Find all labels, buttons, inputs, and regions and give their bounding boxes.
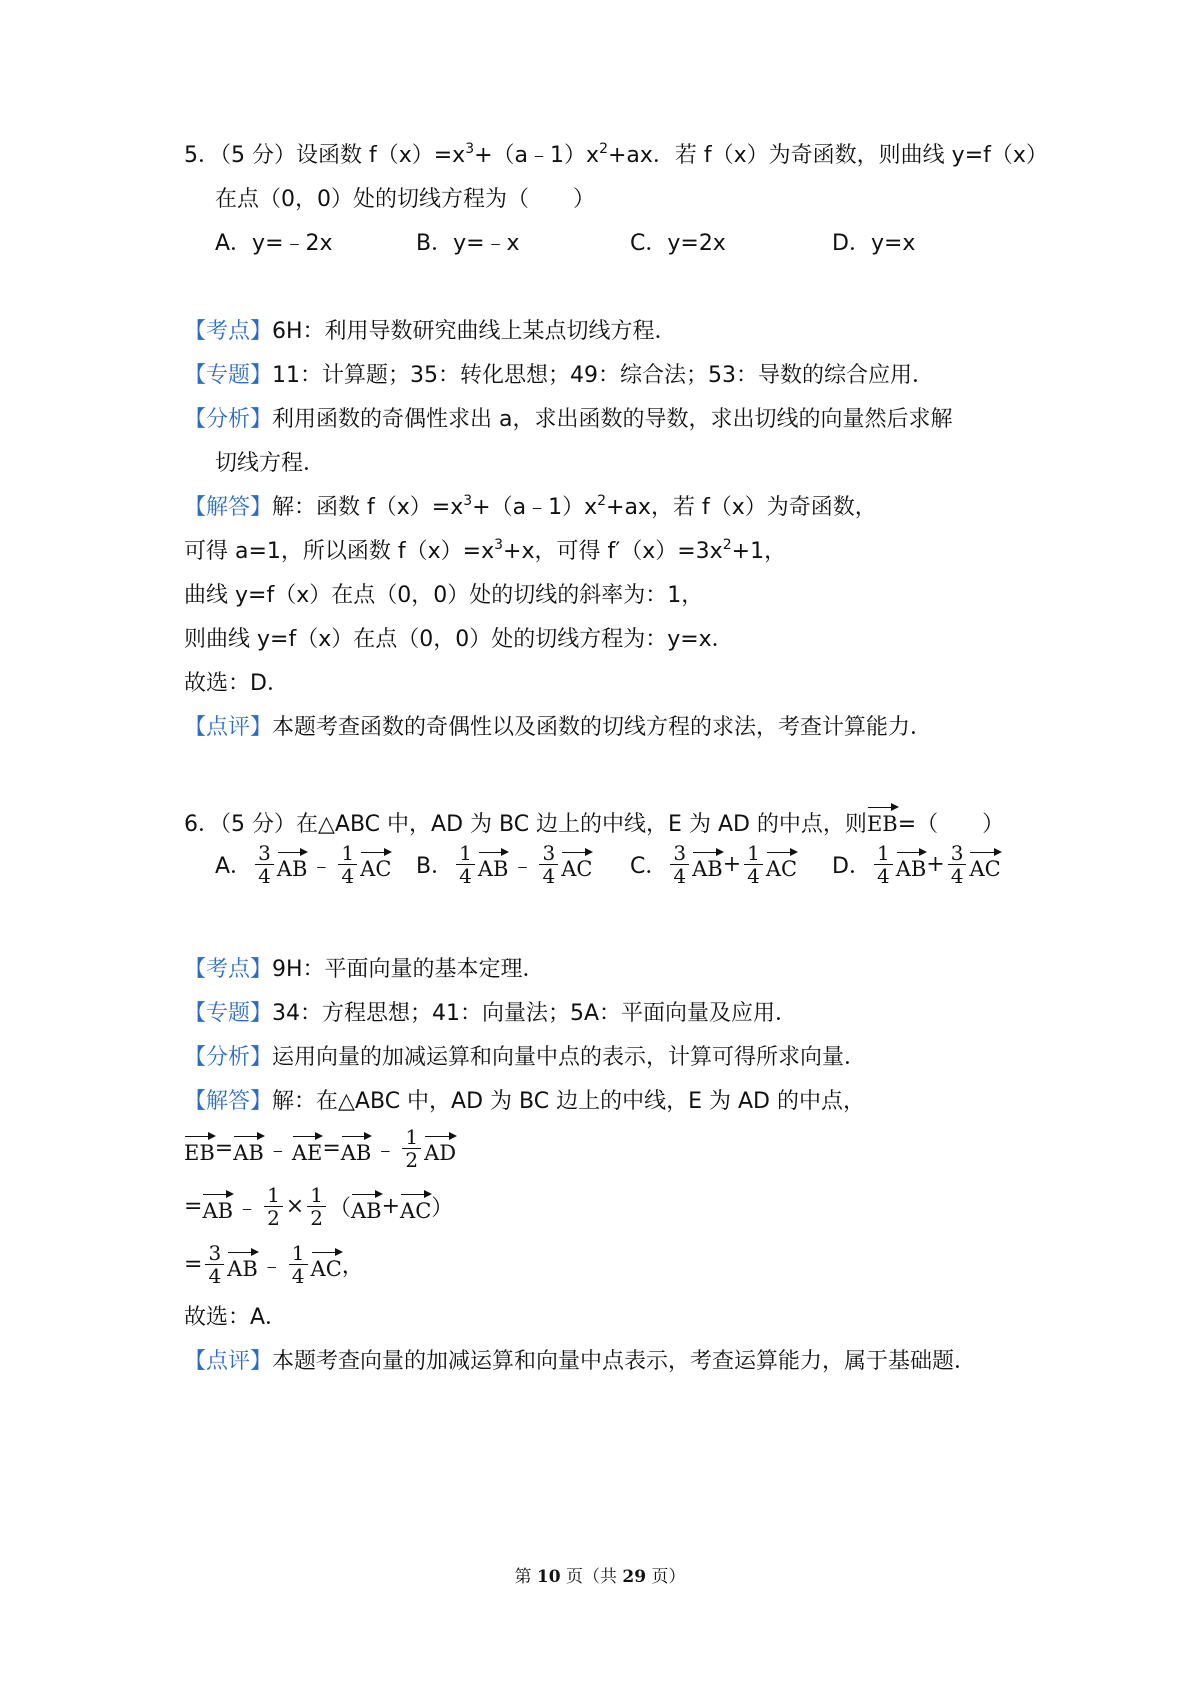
fraction: $\frac{1}{4}$ [744, 842, 763, 887]
vector-ab: AB [277, 849, 308, 881]
q6-jieda-end: 故选：A． [184, 1305, 288, 1330]
fraction: $\frac{3}{4}$ [948, 842, 967, 887]
vector-ad: AD [424, 1133, 456, 1165]
q6-jieda-line1: 【解答】解：在△ABC 中，AD 为 BC 边上的中线，E 为 AD 的中点， [184, 1089, 865, 1114]
q6-stem-line1: 6．（5 分）在△ABC 中，AD 为 BC 边上的中线，E 为 AD 的中点，则EB=（ ） [184, 804, 1004, 841]
dianping-tag: 【点评】 [184, 715, 273, 740]
q5-fenxi: 【分析】利用函数的奇偶性求出 a，求出函数的导数，求出切线的向量然后求解 [184, 407, 953, 432]
vector-ac: AC [400, 1191, 431, 1223]
vector-eb: EB [184, 1133, 215, 1165]
fraction: $\frac{1}{4}$ [289, 1242, 308, 1287]
vector-ab: AB [896, 849, 927, 881]
fraction: $\frac{1}{2}$ [402, 1126, 421, 1171]
page-footer: 第 10 页（共 29 页） [514, 1567, 686, 1587]
fraction: $\frac{1}{4}$ [338, 842, 357, 887]
q6-dianping: 【点评】本题考查向量的加减运算和向量中点表示，考查运算能力，属于基础题． [184, 1349, 977, 1374]
fenxi-tag: 【分析】 [184, 1045, 273, 1070]
zhuanti-tag: 【专题】 [184, 1001, 273, 1026]
fraction: $\frac{3}{4}$ [255, 842, 274, 887]
q5-dianping: 【点评】本题考查函数的奇偶性以及函数的切线方程的求法，考查计算能力． [184, 715, 933, 740]
jieda-tag: 【解答】 [184, 495, 273, 520]
q5-fenxi-cont: 切线方程． [215, 451, 326, 476]
fraction: $\frac{1}{2}$ [264, 1184, 283, 1229]
q5-kaodian: 【考点】6H：利用导数研究曲线上某点切线方程． [184, 319, 677, 344]
q5-jieda-line5: 故选：D． [184, 671, 289, 696]
vector-ac: AC [969, 849, 1000, 881]
vector-ab: AB [692, 849, 723, 881]
q5-jieda-line1: 【解答】解：函数 $f(x)=x^3+(a﹣1)x^2+ax$，若 f（x）为奇函数， [184, 493, 877, 520]
q5-option-c: C．y=2x [630, 231, 726, 256]
fraction: $\frac{3}{4}$ [670, 842, 689, 887]
vector-ab: AB [227, 1249, 258, 1281]
fraction: $\frac{3}{4}$ [205, 1242, 224, 1287]
q5-zhuanti: 【专题】11：计算题；35：转化思想；49：综合法；53：导数的综合应用． [184, 363, 934, 388]
q5-jieda-line2: 可得 a=1，所以函数 $f(x)=x^3+x$，可得 $f'(x)=3x^2+1$， [184, 537, 787, 564]
q6-option-a: A． $\frac{3}{4}$ AB ﹣ $\frac{1}{4}$ AC [215, 841, 392, 888]
vector-ac: AC [311, 1249, 342, 1281]
q5-option-a: A．y=﹣2x [215, 231, 333, 256]
vector-ab: AB [351, 1191, 382, 1223]
q5-option-b: B．y=﹣x [416, 231, 520, 256]
q5-option-d: D．y=x [832, 231, 916, 256]
vector-ab: AB [202, 1191, 233, 1223]
fraction: $\frac{1}{4}$ [456, 842, 475, 887]
jieda-tag: 【解答】 [184, 1089, 273, 1114]
q6-fenxi: 【分析】运用向量的加减运算和向量中点的表示，计算可得所求向量． [184, 1045, 867, 1070]
vector-ac: AC [360, 849, 391, 881]
vector-ab: AB [478, 849, 509, 881]
dianping-tag: 【点评】 [184, 1349, 273, 1374]
q6-option-c: C． $\frac{3}{4}$ AB + $\frac{1}{4}$ AC [630, 841, 798, 888]
page-number: 10 [536, 1567, 561, 1587]
page-total: 29 [622, 1567, 647, 1587]
q6-kaodian: 【考点】9H：平面向量的基本定理． [184, 957, 545, 982]
q6-option-b: B． $\frac{1}{4}$ AB ﹣ $\frac{3}{4}$ AC [416, 841, 593, 888]
vector-ac: AC [766, 849, 797, 881]
q5-jieda-line3: 曲线 y=f（x）在点（0，0）处的切线的斜率为：1， [184, 583, 704, 608]
kaodian-tag: 【考点】 [184, 319, 273, 344]
fraction: $\frac{1}{4}$ [874, 842, 893, 887]
q6-solution-step2: = AB ﹣ $\frac{1}{2}$ × $\frac{1}{2}$ （ AB + AC ） [184, 1183, 454, 1230]
q5-stem-line1: 5．（5 分）设函数 $f(x)=x^3+(a﹣1)x^2+ax$．若 f（x）为奇函数，则曲线 y=f（x） [184, 141, 1048, 168]
zhuanti-tag: 【专题】 [184, 363, 273, 388]
q6-solution-step3: = $\frac{3}{4}$ AB ﹣ $\frac{1}{4}$ AC ， [184, 1241, 364, 1288]
q6-solution-step1: EB = AB ﹣ AE = AB ﹣ $\frac{1}{2}$ AD [184, 1125, 457, 1172]
q6-zhuanti: 【专题】34：方程思想；41：向量法；5A：平面向量及应用． [184, 1001, 798, 1026]
q6-option-d: D． $\frac{1}{4}$ AB + $\frac{3}{4}$ AC [832, 841, 1001, 888]
vector-ab: AB [341, 1133, 372, 1165]
vector-ac: AC [561, 849, 592, 881]
fraction: $\frac{3}{4}$ [539, 842, 558, 887]
fenxi-tag: 【分析】 [184, 407, 273, 432]
fraction: $\frac{1}{2}$ [307, 1184, 326, 1229]
q5-stem-line2: 在点（0，0）处的切线方程为（ ） [215, 187, 595, 212]
kaodian-tag: 【考点】 [184, 957, 273, 982]
vector-eb: EB [867, 804, 898, 836]
q5-jieda-line4: 则曲线 y=f（x）在点（0，0）处的切线方程为：y=x． [184, 627, 734, 652]
vector-ab: AB [233, 1133, 264, 1165]
vector-ae: AE [292, 1133, 323, 1165]
